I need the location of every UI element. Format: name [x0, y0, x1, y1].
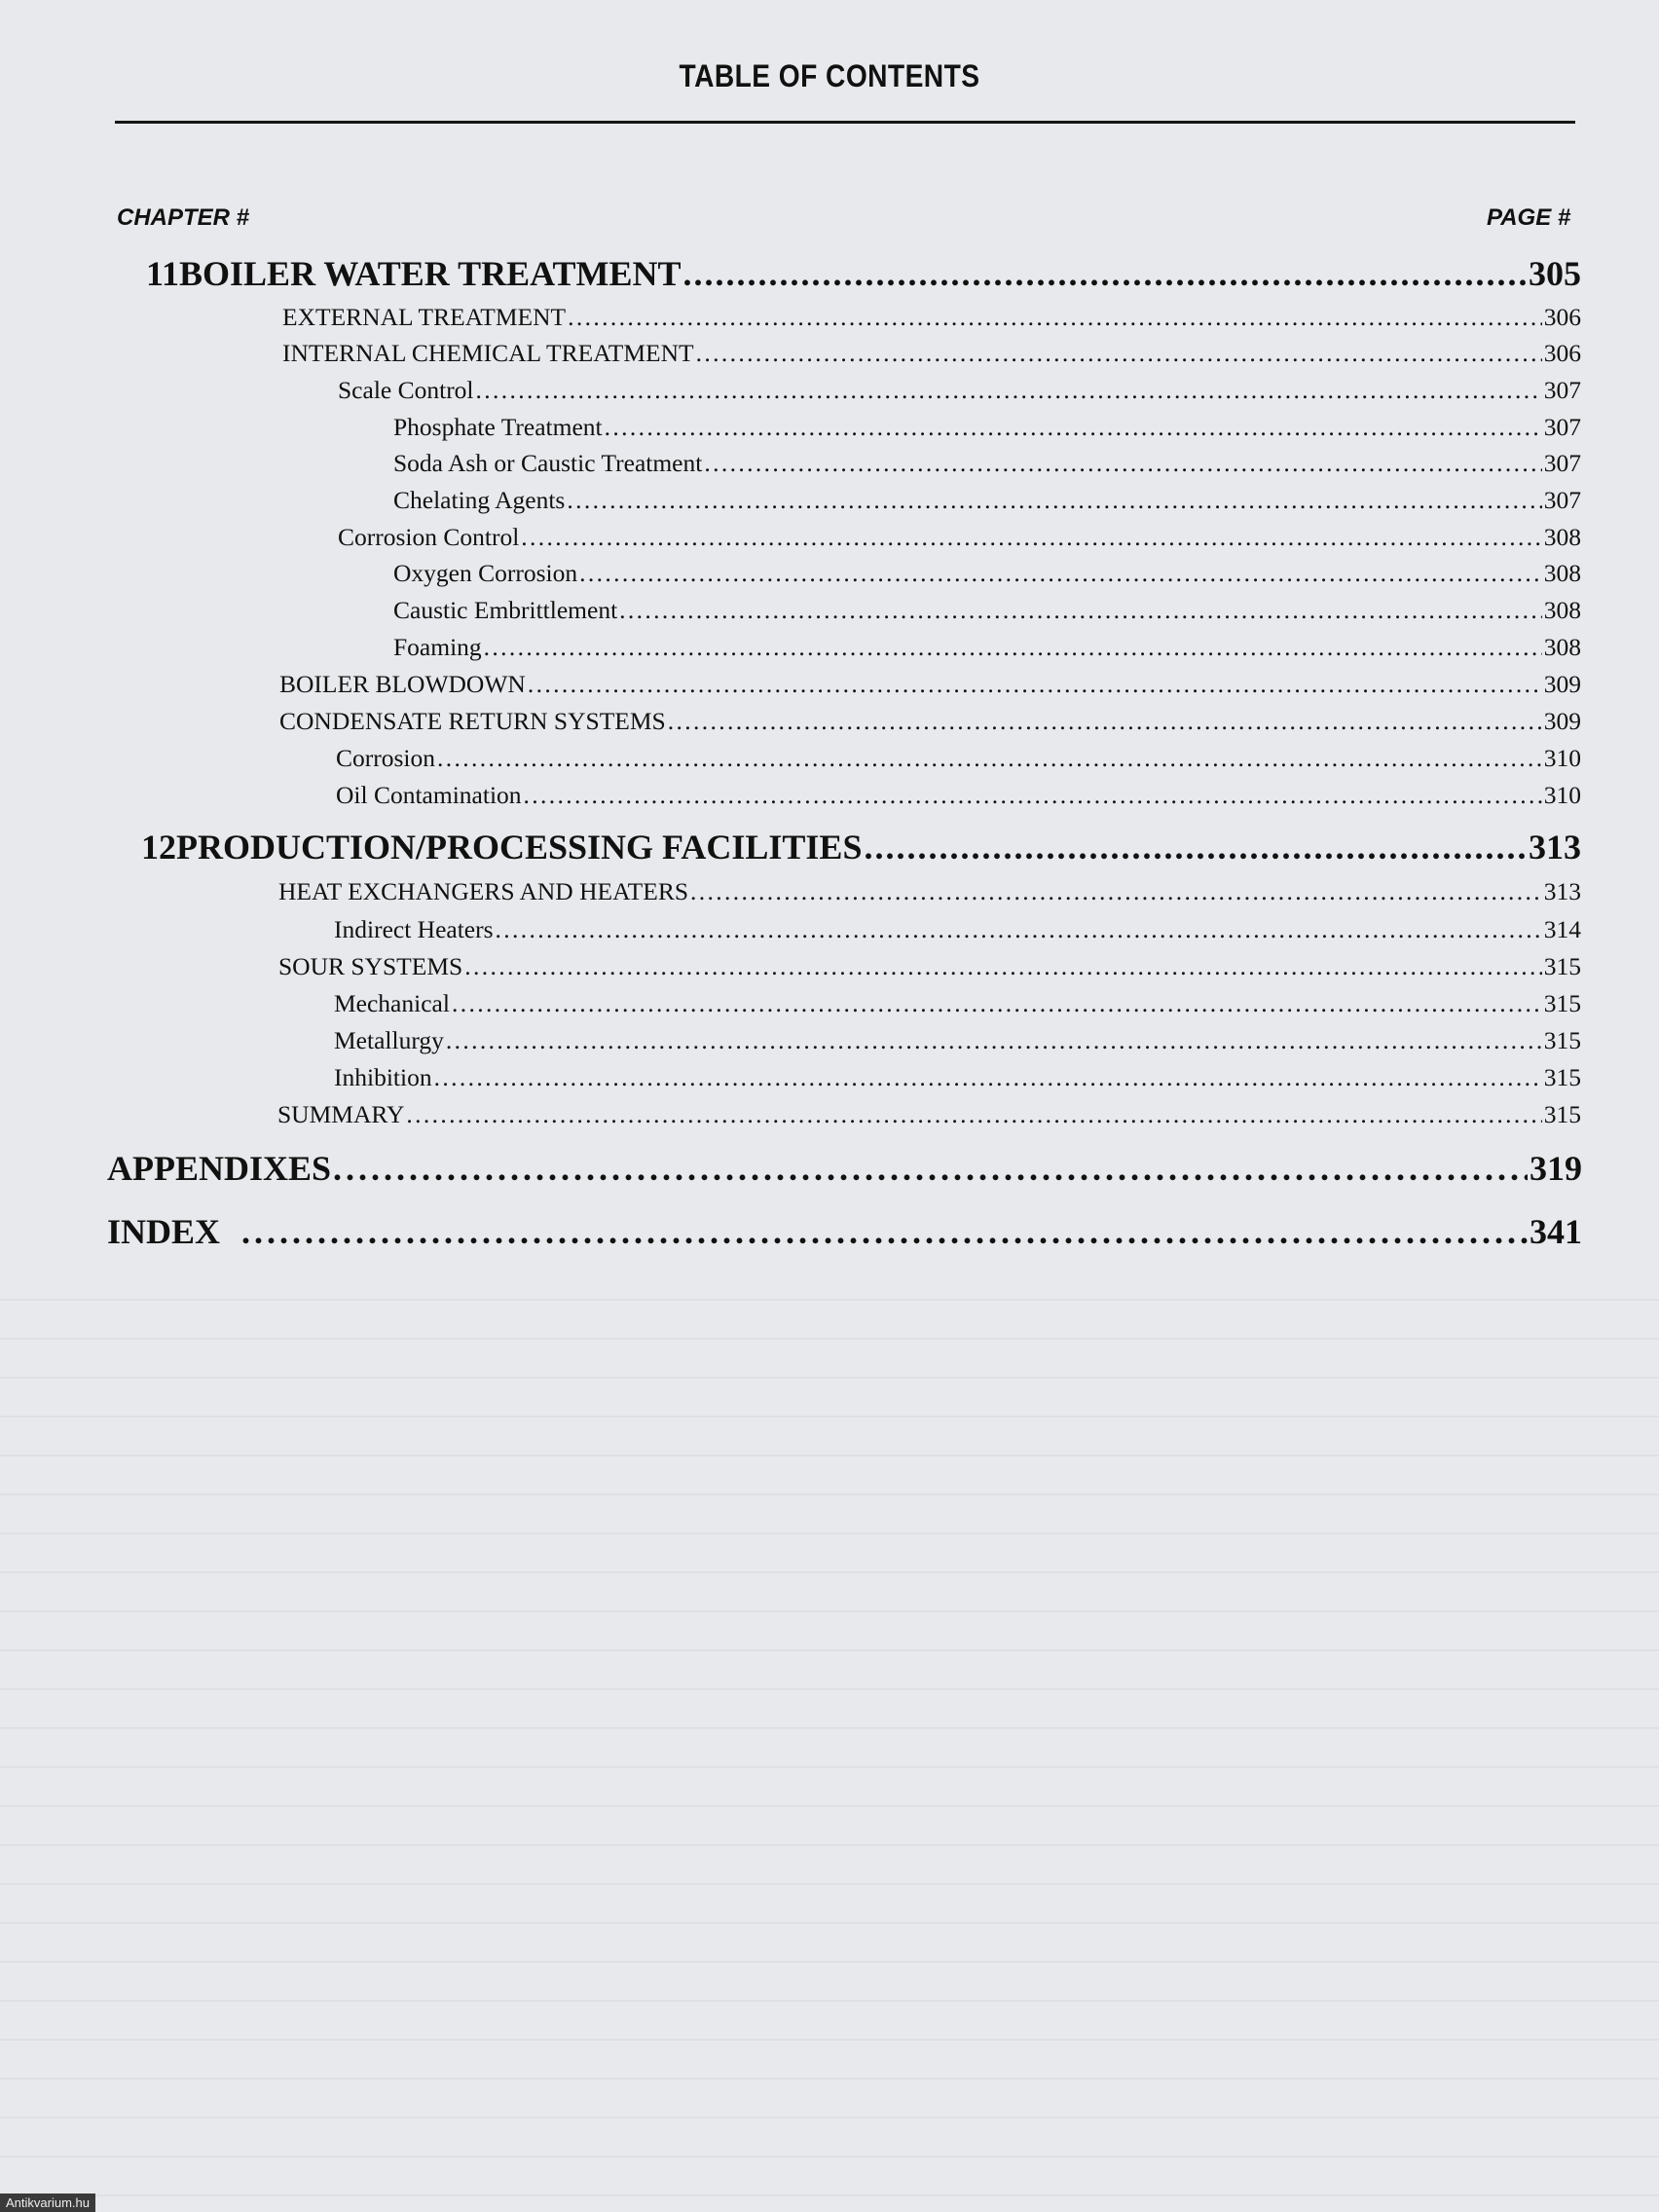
- page-number: 309: [1543, 670, 1581, 698]
- toc-entry-condensate-return[interactable]: [279, 707, 1581, 736]
- dot-leader: [241, 1211, 1528, 1252]
- entry-title: CONDENSATE RETURN SYSTEMS: [279, 707, 666, 735]
- entry-title: SUMMARY: [277, 1100, 405, 1128]
- entry-title: Corrosion Control: [338, 523, 520, 551]
- entry-title: INDEX: [107, 1212, 221, 1251]
- entry-title: Scale Control: [338, 376, 474, 404]
- dot-leader: [496, 915, 1542, 944]
- dot-leader: [484, 633, 1542, 662]
- dot-leader: [619, 596, 1542, 625]
- page-number: 315: [1543, 1026, 1581, 1054]
- entry-title: Foaming: [393, 633, 482, 661]
- toc-appendixes[interactable]: [107, 1148, 1582, 1189]
- entry-title: Metallurgy: [334, 1026, 444, 1054]
- page-number: 306: [1543, 303, 1581, 331]
- page-number: 315: [1543, 1063, 1581, 1091]
- page-number: 308: [1543, 523, 1581, 551]
- chapter-title: PRODUCTION/PROCESSING FACILITIES: [176, 828, 863, 866]
- toc-entry-chelating-agents[interactable]: [393, 486, 1581, 515]
- watermark: Antikvarium.hu: [0, 2194, 95, 2212]
- entry-title: HEAT EXCHANGERS AND HEATERS: [278, 877, 689, 905]
- entry-title: APPENDIXES: [107, 1149, 332, 1188]
- entry-title: BOILER BLOWDOWN: [279, 670, 526, 698]
- header-rule: [115, 121, 1575, 124]
- toc-entry-heat-exchangers[interactable]: [278, 877, 1581, 906]
- page-number: 319: [1530, 1149, 1582, 1188]
- toc-entry-sour-systems[interactable]: [278, 952, 1581, 981]
- entry-title: Indirect Heaters: [334, 915, 494, 943]
- dot-leader: [452, 989, 1542, 1018]
- toc-entry-inhibition[interactable]: [334, 1063, 1581, 1092]
- page-number: 310: [1543, 744, 1581, 772]
- page-number: 341: [1530, 1212, 1582, 1251]
- entry-title: Oxygen Corrosion: [393, 559, 578, 587]
- page-number: 315: [1543, 1100, 1581, 1128]
- dot-leader: [446, 1026, 1542, 1055]
- entry-title: Chelating Agents: [393, 486, 566, 514]
- page-number: 313: [1543, 877, 1581, 905]
- page-number: 306: [1543, 339, 1581, 367]
- page-number: 315: [1543, 989, 1581, 1017]
- dot-leader: [579, 559, 1542, 588]
- entry-title: Caustic Embrittlement: [393, 596, 618, 624]
- page-number: 310: [1543, 781, 1581, 809]
- toc-entry-oxygen-corrosion[interactable]: [393, 559, 1581, 588]
- page-number: 313: [1529, 828, 1581, 866]
- chapter-column-heading: CHAPTER #: [117, 204, 250, 231]
- page-number: 307: [1543, 486, 1581, 514]
- dot-leader: [690, 877, 1542, 906]
- page-number: 308: [1543, 559, 1581, 587]
- page-column-heading: PAGE #: [1487, 204, 1571, 231]
- toc-entry-phosphate-treatment[interactable]: [393, 413, 1581, 442]
- dot-leader: [696, 339, 1542, 368]
- entry-title: SOUR SYSTEMS: [278, 952, 463, 980]
- page-number: 307: [1543, 449, 1581, 477]
- dot-leader: [464, 952, 1542, 981]
- toc-entry-external-treatment[interactable]: [282, 303, 1581, 332]
- page-number: 314: [1543, 915, 1581, 943]
- dot-leader: [864, 827, 1527, 867]
- chapter-number: 11: [146, 254, 180, 293]
- entry-title: Inhibition: [334, 1063, 432, 1091]
- chapter-title: BOILER WATER TREATMENT: [179, 254, 682, 293]
- toc-entry-soda-ash[interactable]: [393, 449, 1581, 478]
- dot-leader: [567, 486, 1541, 515]
- page-number: 308: [1543, 633, 1581, 661]
- toc-entry-oil-contamination[interactable]: [336, 781, 1581, 810]
- dot-leader: [476, 376, 1542, 405]
- entry-title: Soda Ash or Caustic Treatment: [393, 449, 703, 477]
- toc-entry-indirect-heaters[interactable]: [334, 915, 1581, 944]
- dot-leader: [434, 1063, 1542, 1092]
- dot-leader: [406, 1100, 1541, 1129]
- toc-entry-summary[interactable]: [277, 1100, 1581, 1129]
- entry-title: Phosphate Treatment: [393, 413, 603, 441]
- dot-leader: [682, 253, 1527, 294]
- page-number: 315: [1543, 952, 1581, 980]
- entry-title: EXTERNAL TREATMENT: [282, 303, 567, 331]
- entry-title: Mechanical: [334, 989, 450, 1017]
- toc-chapter-12[interactable]: [141, 827, 1581, 867]
- toc-index[interactable]: [107, 1211, 1582, 1252]
- dot-leader: [568, 303, 1542, 332]
- toc-chapter-11[interactable]: [146, 253, 1581, 294]
- dot-leader: [605, 413, 1542, 442]
- entry-title: INTERNAL CHEMICAL TREATMENT: [282, 339, 694, 367]
- page-title: TABLE OF CONTENTS: [679, 58, 980, 93]
- toc-entry-foaming[interactable]: [393, 633, 1581, 662]
- toc-entry-metallurgy[interactable]: [334, 1026, 1581, 1055]
- toc-entry-scale-control[interactable]: [338, 376, 1581, 405]
- page-number: 307: [1543, 413, 1581, 441]
- dot-leader: [521, 523, 1541, 552]
- entry-title: Corrosion: [336, 744, 435, 772]
- bleed-through-background: [0, 1266, 1659, 2212]
- page-number: 308: [1543, 596, 1581, 624]
- dot-leader: [524, 781, 1542, 810]
- toc-entry-internal-chemical-treatment[interactable]: [282, 339, 1581, 368]
- toc-entry-boiler-blowdown[interactable]: [279, 670, 1581, 699]
- chapter-number: 12: [141, 828, 176, 866]
- toc-entry-corrosion-control[interactable]: [338, 523, 1581, 552]
- toc-entry-mechanical[interactable]: [334, 989, 1581, 1018]
- dot-leader: [528, 670, 1542, 699]
- dot-leader: [668, 707, 1542, 736]
- dot-leader: [437, 744, 1542, 773]
- page-number: 307: [1543, 376, 1581, 404]
- dot-leader: [704, 449, 1541, 478]
- toc-entry-corrosion[interactable]: [336, 744, 1581, 773]
- page-number: 309: [1543, 707, 1581, 735]
- dot-leader: [333, 1148, 1528, 1189]
- entry-title: Oil Contamination: [336, 781, 522, 809]
- toc-entry-caustic-embrittlement[interactable]: [393, 596, 1581, 625]
- page-number: 305: [1529, 254, 1581, 293]
